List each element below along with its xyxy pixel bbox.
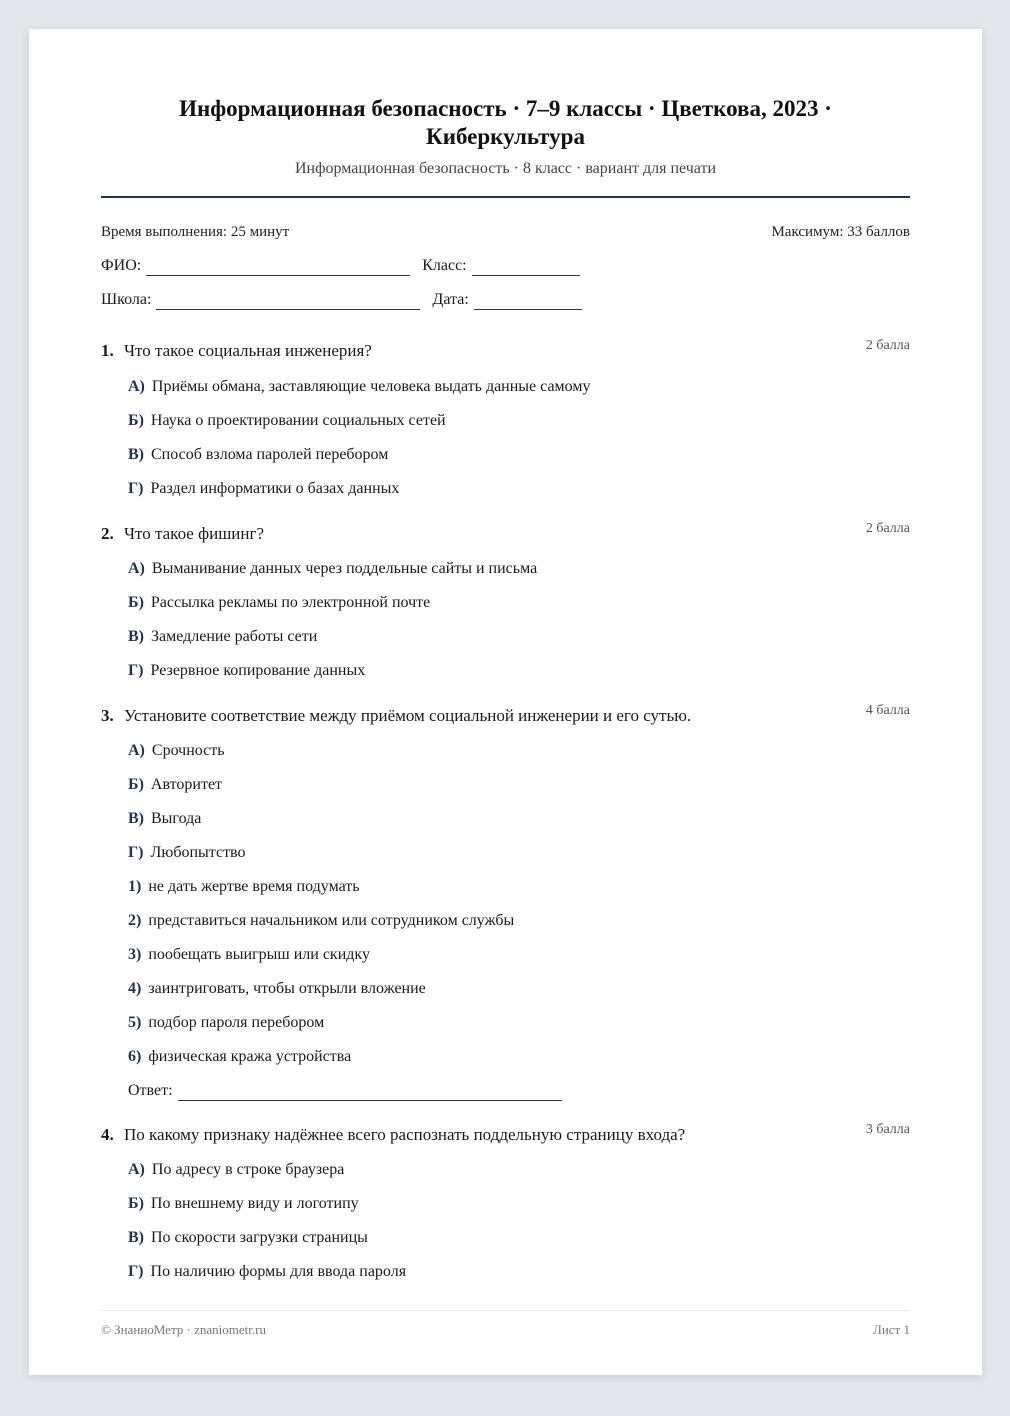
match-item-a: А) Срочность xyxy=(128,742,225,759)
page-footer xyxy=(101,1322,910,1338)
question-text: По какому признаку надёжнее всего распознать поддельную страницу входа? xyxy=(124,1125,686,1144)
school-row xyxy=(101,290,910,310)
question-text: Что такое фишинг? xyxy=(124,524,265,543)
match-target-3: 3) пообещать выигрыш или скидку xyxy=(128,946,370,963)
answer-label: Ответ: xyxy=(128,1082,173,1099)
date-label: Дата: xyxy=(432,291,469,308)
match-item-v: В) Выгода xyxy=(128,810,202,827)
date-blank[interactable] xyxy=(474,295,582,310)
question-points: 2 балла xyxy=(865,521,910,536)
match-item-g: Г) Любопытство xyxy=(128,844,246,861)
question-number: 3. xyxy=(101,706,114,725)
footer-divider xyxy=(101,1310,910,1311)
question-number: 2. xyxy=(101,524,114,543)
question-heading xyxy=(101,340,910,362)
school-label: Школа: xyxy=(101,291,152,308)
page-subtitle: Информационная безопасность · 8 класс · вариант для печати xyxy=(294,160,717,177)
page-title: Информационная безопасность · 7–9 классы · Цветкова, 2023 · Киберкультура xyxy=(179,96,832,149)
question-heading xyxy=(101,523,910,545)
question-text: Что такое социальная инженерия? xyxy=(124,341,372,360)
fio-row xyxy=(101,256,910,276)
sheet-content xyxy=(101,29,910,1282)
class-label: Класс: xyxy=(422,257,467,274)
option-g[interactable]: Г) Раздел информатики о базах данных xyxy=(128,480,400,497)
option-g[interactable]: Г) По наличию формы для ввода пароля xyxy=(128,1263,407,1280)
match-target-6: 6) физическая кража устройства xyxy=(128,1048,352,1065)
header-divider xyxy=(101,196,910,198)
option-a[interactable]: А) Выманивание данных через поддельные сайты и письма xyxy=(128,560,538,577)
meta-row xyxy=(101,223,910,241)
match-target-4: 4) заинтриговать, чтобы открыли вложение xyxy=(128,980,426,997)
option-b[interactable]: Б) Рассылка рекламы по электронной почте xyxy=(128,594,431,611)
answer-blank[interactable] xyxy=(178,1086,562,1101)
fio-blank[interactable] xyxy=(146,261,410,276)
option-v[interactable]: В) Способ взлома паролей перебором xyxy=(128,446,389,463)
option-v[interactable]: В) Замедление работы сети xyxy=(128,628,318,645)
document-sheet xyxy=(29,29,982,1375)
answer-row xyxy=(128,1081,910,1101)
max-score: Максимум: 33 баллов xyxy=(771,224,910,240)
option-a[interactable]: А) По адресу в строке браузера xyxy=(128,1161,345,1178)
option-g[interactable]: Г) Резервное копирование данных xyxy=(128,662,366,679)
match-target-1: 1) не дать жертве время подумать xyxy=(128,878,360,895)
question-heading xyxy=(101,1124,910,1146)
question-3 xyxy=(101,705,910,1101)
question-points: 2 балла xyxy=(865,338,910,353)
question-text: Установите соответствие между приёмом социальной инженерии и его сутью. xyxy=(124,706,692,725)
fio-label: ФИО: xyxy=(101,257,142,274)
match-target-5: 5) подбор пароля перебором xyxy=(128,1014,325,1031)
option-b[interactable]: Б) По внешнему виду и логотипу xyxy=(128,1195,359,1212)
class-blank[interactable] xyxy=(472,261,580,276)
question-2 xyxy=(101,523,910,681)
question-points: 4 балла xyxy=(865,703,910,718)
option-a[interactable]: А) Приёмы обмана, заставляющие человека выдать данные самому xyxy=(128,378,591,395)
time-limit: Время выполнения: 25 минут xyxy=(101,224,290,240)
question-1 xyxy=(101,340,910,499)
question-4 xyxy=(101,1124,910,1282)
question-number: 4. xyxy=(101,1125,114,1144)
option-v[interactable]: В) По скорости загрузки страницы xyxy=(128,1229,368,1246)
page-number: Лист 1 xyxy=(873,1322,910,1337)
question-number: 1. xyxy=(101,341,114,360)
school-blank[interactable] xyxy=(156,295,420,310)
match-item-b: Б) Авторитет xyxy=(128,776,223,793)
match-target-2: 2) представиться начальником или сотрудником службы xyxy=(128,912,515,929)
question-heading xyxy=(101,705,910,727)
footer-copyright: © ЗнаниоМетр · znaniometr.ru xyxy=(101,1322,266,1337)
question-points: 3 балла xyxy=(865,1122,910,1137)
option-b[interactable]: Б) Наука о проектировании социальных сетей xyxy=(128,412,446,429)
